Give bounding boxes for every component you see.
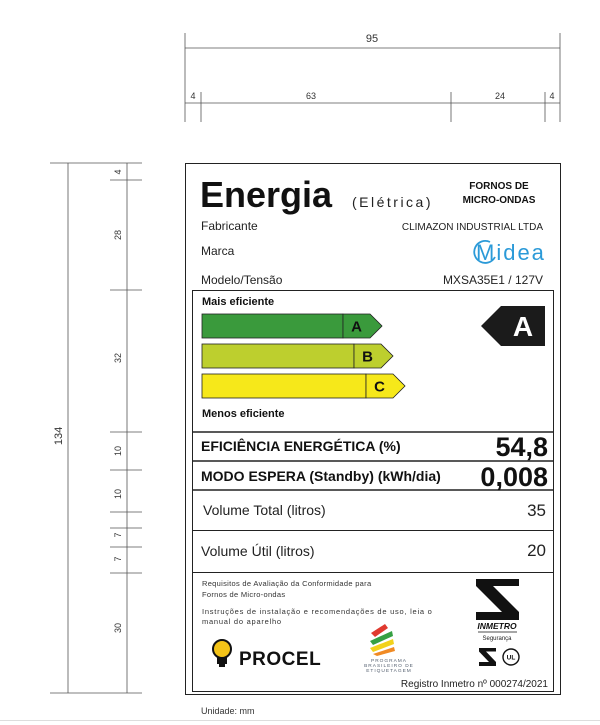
total-volume-value: 35	[527, 501, 546, 520]
label-title: Energia	[200, 174, 333, 215]
inmetro-logo-icon	[476, 612, 519, 620]
efficiency-class-letter: A	[351, 318, 362, 336]
requirements-text-line: Fornos de Micro-ondas	[202, 590, 286, 599]
brand-logo	[474, 240, 546, 265]
energy-efficiency-value: 54,8	[495, 432, 548, 462]
scale-top-label: Mais eficiente	[202, 296, 275, 308]
model-label: Modelo/Tensão	[201, 273, 283, 287]
inmetro-logo-icon	[476, 579, 519, 586]
standby-mode-label: MODO ESPERA (Standby) (kWh/dia)	[201, 468, 441, 484]
instructions-text-line: manual do aparelho	[202, 617, 282, 626]
energy-efficiency-label: EFICIÊNCIA ENERGÉTICA (%)	[201, 438, 401, 454]
pbe-logo-text: PROGRAMA	[371, 659, 407, 664]
height-segment-label: 28	[113, 229, 123, 241]
instructions-text-line: Instruções de instalação e recomendações de uso, leia o	[202, 607, 433, 616]
total-volume-label: Volume Total (litros)	[203, 502, 326, 518]
height-segment-label: 32	[113, 352, 123, 364]
efficiency-bar-c	[202, 374, 405, 398]
usable-volume-label: Volume Útil (litros)	[201, 543, 315, 559]
model-value: MXSA35E1 / 127V	[442, 273, 543, 287]
unit-note: Unidade: mm	[201, 706, 255, 716]
pbe-logo-text: BRASILEIRO DE	[364, 664, 414, 669]
height-segment-label: 7	[113, 556, 123, 562]
requirements-text-line: Requisitos de Avaliação da Conformidade para	[202, 579, 372, 588]
height-segment-label: 10	[113, 488, 123, 500]
efficiency-bar-body	[202, 374, 366, 398]
registration-number: Registro Inmetro nº 000274/2021	[400, 679, 548, 690]
energy-label	[186, 164, 561, 695]
rating-letter: A	[512, 311, 534, 342]
pbe-logo-text: ETIQUETAGEM	[366, 669, 412, 674]
height-segment-label: 30	[113, 622, 123, 634]
inmetro-mark-icon	[479, 662, 496, 666]
brand-label: Marca	[201, 244, 235, 258]
efficiency-bar-b	[202, 344, 393, 368]
efficiency-bar-body	[202, 314, 343, 338]
procel-logo-text: PROCEL	[239, 649, 322, 670]
height-segment-label: 4	[113, 169, 123, 175]
height-segment-label: 7	[113, 532, 123, 538]
efficiency-class-letter: C	[374, 378, 385, 396]
inmetro-scope-text: Segurança	[482, 636, 512, 642]
efficiency-bar-a	[202, 314, 382, 338]
height-segment-label: 10	[113, 445, 123, 457]
usable-volume-value: 20	[527, 541, 546, 560]
width-segment-label: 4	[190, 91, 196, 101]
width-segment-label: 63	[305, 91, 317, 101]
standby-mode-value: 0,008	[480, 462, 548, 492]
product-type-line: MICRO-ONDAS	[462, 195, 536, 206]
efficiency-bar-body	[202, 344, 354, 368]
brand-logo-text: Midea	[476, 240, 546, 265]
label-subtitle: (Elétrica)	[352, 194, 434, 210]
scale-bottom-label: Menos eficiente	[202, 408, 285, 420]
lightbulb-icon	[213, 640, 231, 658]
width-segment-label: 24	[494, 91, 506, 101]
product-type-line: FORNOS DE	[469, 181, 529, 192]
ul-mark-text: UL	[506, 654, 516, 662]
lightbulb-tip-icon	[219, 664, 225, 667]
total-height-label: 134	[53, 426, 65, 446]
width-segment-label: 4	[549, 91, 555, 101]
manufacturer-value: CLIMAZON INDUSTRIAL LTDA	[401, 222, 543, 233]
total-width-label: 95	[365, 33, 379, 45]
manufacturer-label: Fabricante	[201, 219, 258, 233]
lightbulb-base-icon	[217, 657, 227, 664]
inmetro-mark-icon	[479, 648, 496, 652]
efficiency-class-letter: B	[362, 348, 373, 366]
inmetro-logo-text: INMETRO	[477, 621, 517, 631]
